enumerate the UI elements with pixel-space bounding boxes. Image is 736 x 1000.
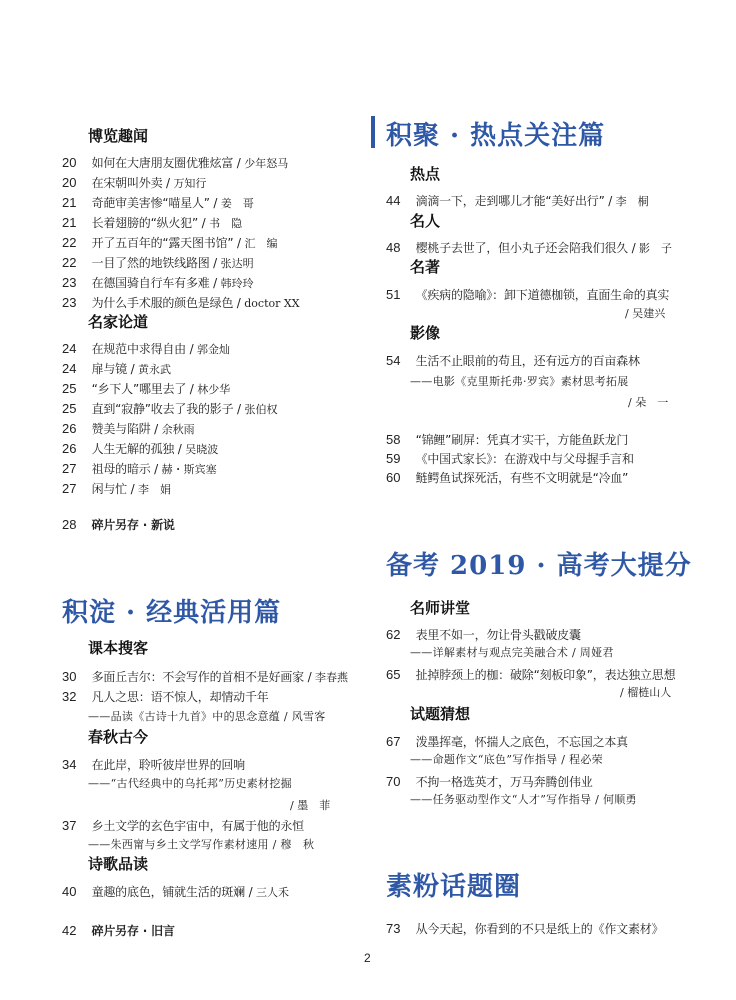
toc-page-number: 65 xyxy=(386,667,401,682)
toc-page-number: 70 xyxy=(386,774,401,789)
big-title-jidian: 积淀 · 经典活用篇 xyxy=(62,598,282,628)
toc-page-number: 25 xyxy=(62,401,77,416)
toc-entry[interactable] xyxy=(62,338,230,357)
toc-title: 赞美与陷阱 / xyxy=(91,422,162,436)
toc-author: 林少华 xyxy=(197,383,231,396)
toc-title: 如何在大唐朋友圈优雅炫富 / xyxy=(91,156,245,170)
toc-entry[interactable] xyxy=(62,192,254,211)
toc-title: 在规范中求得自由 / xyxy=(91,342,198,356)
toc-author: 吴晓波 xyxy=(185,443,219,456)
big-title-sufen: 素粉话题圈 xyxy=(386,872,522,902)
toc-page-number: 42 xyxy=(62,923,77,938)
toc-author: 张伯权 xyxy=(244,403,278,416)
toc-entry[interactable] xyxy=(386,190,649,209)
toc-title: 长着翅膀的“纵火犯” / xyxy=(91,216,210,230)
toc-page-number: 40 xyxy=(62,884,77,899)
toc-title: “锦鲤”刷屏：凭真才实干，方能鱼跃龙门 xyxy=(415,433,629,447)
toc-title: 闲与忙 / xyxy=(91,482,139,496)
toc-entry[interactable] xyxy=(62,686,269,705)
toc-entry[interactable] xyxy=(62,438,218,457)
toc-entry[interactable] xyxy=(62,212,242,231)
toc-entry[interactable] xyxy=(62,666,348,685)
toc-title: 表里不如一，勿让骨头戳破皮囊 xyxy=(415,628,581,642)
toc-page-number: 26 xyxy=(62,441,77,456)
toc-title: 扯掉脖颈上的枷：破除“刻板印象”，表达独立思想 xyxy=(415,668,676,682)
toc-title: 生活不止眼前的苟且，还有远方的百亩森林 xyxy=(415,354,640,368)
toc-author: 汇 编 xyxy=(244,237,278,250)
accent-bar xyxy=(371,116,375,148)
fragment-jiuyan[interactable] xyxy=(62,920,175,939)
toc-page-number: 21 xyxy=(62,215,77,230)
toc-page-number: 22 xyxy=(62,235,77,250)
toc-title: 乡土文学的玄色宇宙中，有属于他的永恒 xyxy=(91,819,304,833)
toc-title: 鲢鳄鱼试探死活，有些不文明就是“冷血” xyxy=(415,471,629,485)
toc-subtitle: ——品读《古诗十九首》中的思念意蕴 / 风雪客 xyxy=(88,710,326,723)
toc-page-number: 23 xyxy=(62,275,77,290)
toc-page-number: 20 xyxy=(62,175,77,190)
big-title-jiju: 积聚 · 热点关注篇 xyxy=(386,121,606,151)
toc-title: 在宋朝叫外卖 / xyxy=(91,176,174,190)
toc-title: 人生无解的孤独 / xyxy=(91,442,186,456)
toc-author: 少年怒马 xyxy=(244,157,289,170)
toc-author: 李 娟 xyxy=(138,483,172,496)
toc-page-number: 59 xyxy=(386,451,401,466)
toc-title: 祖母的暗示 / xyxy=(91,462,162,476)
toc-page-number: 51 xyxy=(386,287,401,302)
toc-page-number: 27 xyxy=(62,481,77,496)
page-number: 2 xyxy=(364,951,371,965)
toc-entry[interactable] xyxy=(62,358,171,377)
toc-author: / 吴建兴 xyxy=(625,307,666,320)
section-title-bolan: 博览趣闻 xyxy=(88,127,149,145)
toc-author: / 榴梿山人 xyxy=(620,686,672,699)
toc-title: “乡下人”哪里去了 / xyxy=(91,382,198,396)
toc-page-number: 28 xyxy=(62,517,77,532)
toc-author: 三人禾 xyxy=(256,886,290,899)
toc-subtitle: ——电影《克里斯托弗·罗宾》素材思考拓展 xyxy=(410,375,629,388)
toc-author: 李春燕 xyxy=(315,671,349,684)
toc-title: 直到“寂静”收去了我的影子 / xyxy=(91,402,245,416)
section-title-mingshi: 名师讲堂 xyxy=(410,599,471,617)
toc-page-number: 37 xyxy=(62,818,77,833)
toc-page-number: 21 xyxy=(62,195,77,210)
toc-subtitle: ——命题作文“底色”写作指导 / 程必荣 xyxy=(410,753,603,766)
toc-title: 碎片另存 · 旧言 xyxy=(91,924,175,938)
toc-title: 奇葩审美害惨“喵星人” / xyxy=(91,196,221,210)
toc-page-number: 25 xyxy=(62,381,77,396)
toc-author: 韩玲玲 xyxy=(220,277,254,290)
toc-entry[interactable] xyxy=(386,237,672,256)
section-title-chunqiu: 春秋古今 xyxy=(88,728,149,746)
toc-entry[interactable] xyxy=(62,252,254,271)
toc-entry[interactable] xyxy=(62,152,288,171)
toc-page-number: 44 xyxy=(386,193,401,208)
toc-page-number: 34 xyxy=(62,757,77,772)
section-title-redian: 热点 xyxy=(410,165,441,183)
toc-entry[interactable] xyxy=(62,172,206,191)
toc-page-number: 54 xyxy=(386,353,401,368)
toc-page-number: 67 xyxy=(386,734,401,749)
toc-subtitle: ——“古代经典中的乌托邦”历史素材挖掘 xyxy=(88,777,292,790)
toc-title: 泼墨挥毫，怀揣人之底色，不忘国之本真 xyxy=(415,735,628,749)
toc-title: 童趣的底色，铺就生活的斑斓 / xyxy=(91,885,257,899)
toc-entry[interactable] xyxy=(386,429,628,448)
toc-page-number: 24 xyxy=(62,341,77,356)
toc-title: 滴滴一下，走到哪儿才能“美好出行” / xyxy=(415,194,616,208)
toc-author: / 朵 一 xyxy=(628,396,669,409)
toc-title: 不拘一格选英才，万马奔腾创伟业 xyxy=(415,775,593,789)
toc-entry[interactable] xyxy=(62,458,217,477)
toc-entry[interactable] xyxy=(62,398,277,417)
toc-author: 余秋雨 xyxy=(161,423,195,436)
toc-author: 影 子 xyxy=(639,242,673,255)
toc-entry[interactable] xyxy=(62,754,245,773)
toc-title: 开了五百年的“露天图书馆” / xyxy=(91,236,245,250)
toc-entry[interactable] xyxy=(62,378,230,397)
toc-title: 《疾病的隐喻》：卸下道德枷锁，直面生命的真实 xyxy=(415,288,670,302)
toc-author: 姜 哥 xyxy=(220,197,254,210)
toc-entry[interactable] xyxy=(62,292,300,311)
toc-page-number: 58 xyxy=(386,432,401,447)
toc-subtitle: ——任务驱动型作文“人才”写作指导 / 何顺勇 xyxy=(410,793,637,806)
toc-title: 凡人之思：语不惊人，却情动千年 xyxy=(91,690,269,704)
toc-title: 从今天起，你看到的不只是纸上的《作文素材》 xyxy=(415,922,664,936)
section-title-keben: 课本搜客 xyxy=(88,639,149,657)
toc-entry[interactable] xyxy=(386,624,581,643)
toc-entry[interactable] xyxy=(386,918,663,937)
section-title-mingzhu: 名著 xyxy=(410,258,441,276)
toc-entry[interactable] xyxy=(386,284,669,303)
toc-page-number: 20 xyxy=(62,155,77,170)
toc-entry[interactable] xyxy=(386,731,628,750)
toc-entry[interactable] xyxy=(386,664,675,683)
toc-page-number: 32 xyxy=(62,689,77,704)
toc-entry[interactable] xyxy=(62,478,171,497)
section-title-shige: 诗歌品读 xyxy=(88,855,149,873)
toc-title: 在此岸，聆听彼岸世界的回响 xyxy=(91,758,245,772)
toc-entry[interactable] xyxy=(62,418,195,437)
toc-page-number: 27 xyxy=(62,461,77,476)
toc-subtitle: ——朱西甯与乡土文学写作素材速用 / 穆 秋 xyxy=(88,838,315,851)
toc-entry[interactable] xyxy=(62,815,304,834)
toc-author: 郭金灿 xyxy=(197,343,231,356)
toc-title: 扉与镜 / xyxy=(91,362,139,376)
toc-title: 一目了然的地铁线路图 / xyxy=(91,256,221,270)
section-title-mingren: 名人 xyxy=(410,212,441,230)
big-title-beikao: 备考 2019 · 高考大提分 xyxy=(386,551,692,581)
toc-page-number: 60 xyxy=(386,470,401,485)
section-title-shiti: 试题猜想 xyxy=(410,705,471,723)
toc-page-number: 26 xyxy=(62,421,77,436)
toc-entry[interactable] xyxy=(386,448,634,467)
toc-title: 《中国式家长》：在游戏中与父母握手言和 xyxy=(415,452,634,466)
toc-page-number: 48 xyxy=(386,240,401,255)
toc-author: / 墨 菲 xyxy=(290,799,331,812)
toc-title: 在德国骑自行车有多难 / xyxy=(91,276,221,290)
toc-entry[interactable] xyxy=(62,272,254,291)
toc-page-number: 62 xyxy=(386,627,401,642)
toc-author: 书 隐 xyxy=(209,217,243,230)
toc-page-number: 24 xyxy=(62,361,77,376)
toc-entry[interactable] xyxy=(386,467,628,486)
fragment-xinshuo[interactable] xyxy=(62,514,175,533)
toc-page-number: 73 xyxy=(386,921,401,936)
toc-page-number: 30 xyxy=(62,669,77,684)
toc-page-number: 22 xyxy=(62,255,77,270)
toc-entry[interactable] xyxy=(386,771,593,790)
toc-title: 为什么手术服的颜色是绿色 / xyxy=(91,296,245,310)
toc-author: 李 桐 xyxy=(615,195,649,208)
toc-title: 多面丘吉尔：不会写作的首相不是好画家 / xyxy=(91,670,316,684)
toc-title: 樱桃子去世了，但小丸子还会陪我们很久 / xyxy=(415,241,640,255)
section-title-yingxiang: 影像 xyxy=(410,324,441,342)
toc-author: 万知行 xyxy=(173,177,207,190)
toc-page-number: 23 xyxy=(62,295,77,310)
toc-author: 黄永武 xyxy=(138,363,172,376)
toc-entry[interactable] xyxy=(386,350,640,369)
section-title-mingjia: 名家论道 xyxy=(88,313,149,331)
toc-subtitle: ——详解素材与观点完美融合术 / 周娅君 xyxy=(410,646,614,659)
toc-author: 赫・斯宾塞 xyxy=(161,463,217,476)
toc-entry[interactable] xyxy=(62,232,277,251)
toc-author: 张达明 xyxy=(220,257,254,270)
toc-title: 碎片另存 · 新说 xyxy=(91,518,175,532)
toc-entry[interactable] xyxy=(62,881,289,900)
toc-author: doctor XX xyxy=(244,297,300,310)
